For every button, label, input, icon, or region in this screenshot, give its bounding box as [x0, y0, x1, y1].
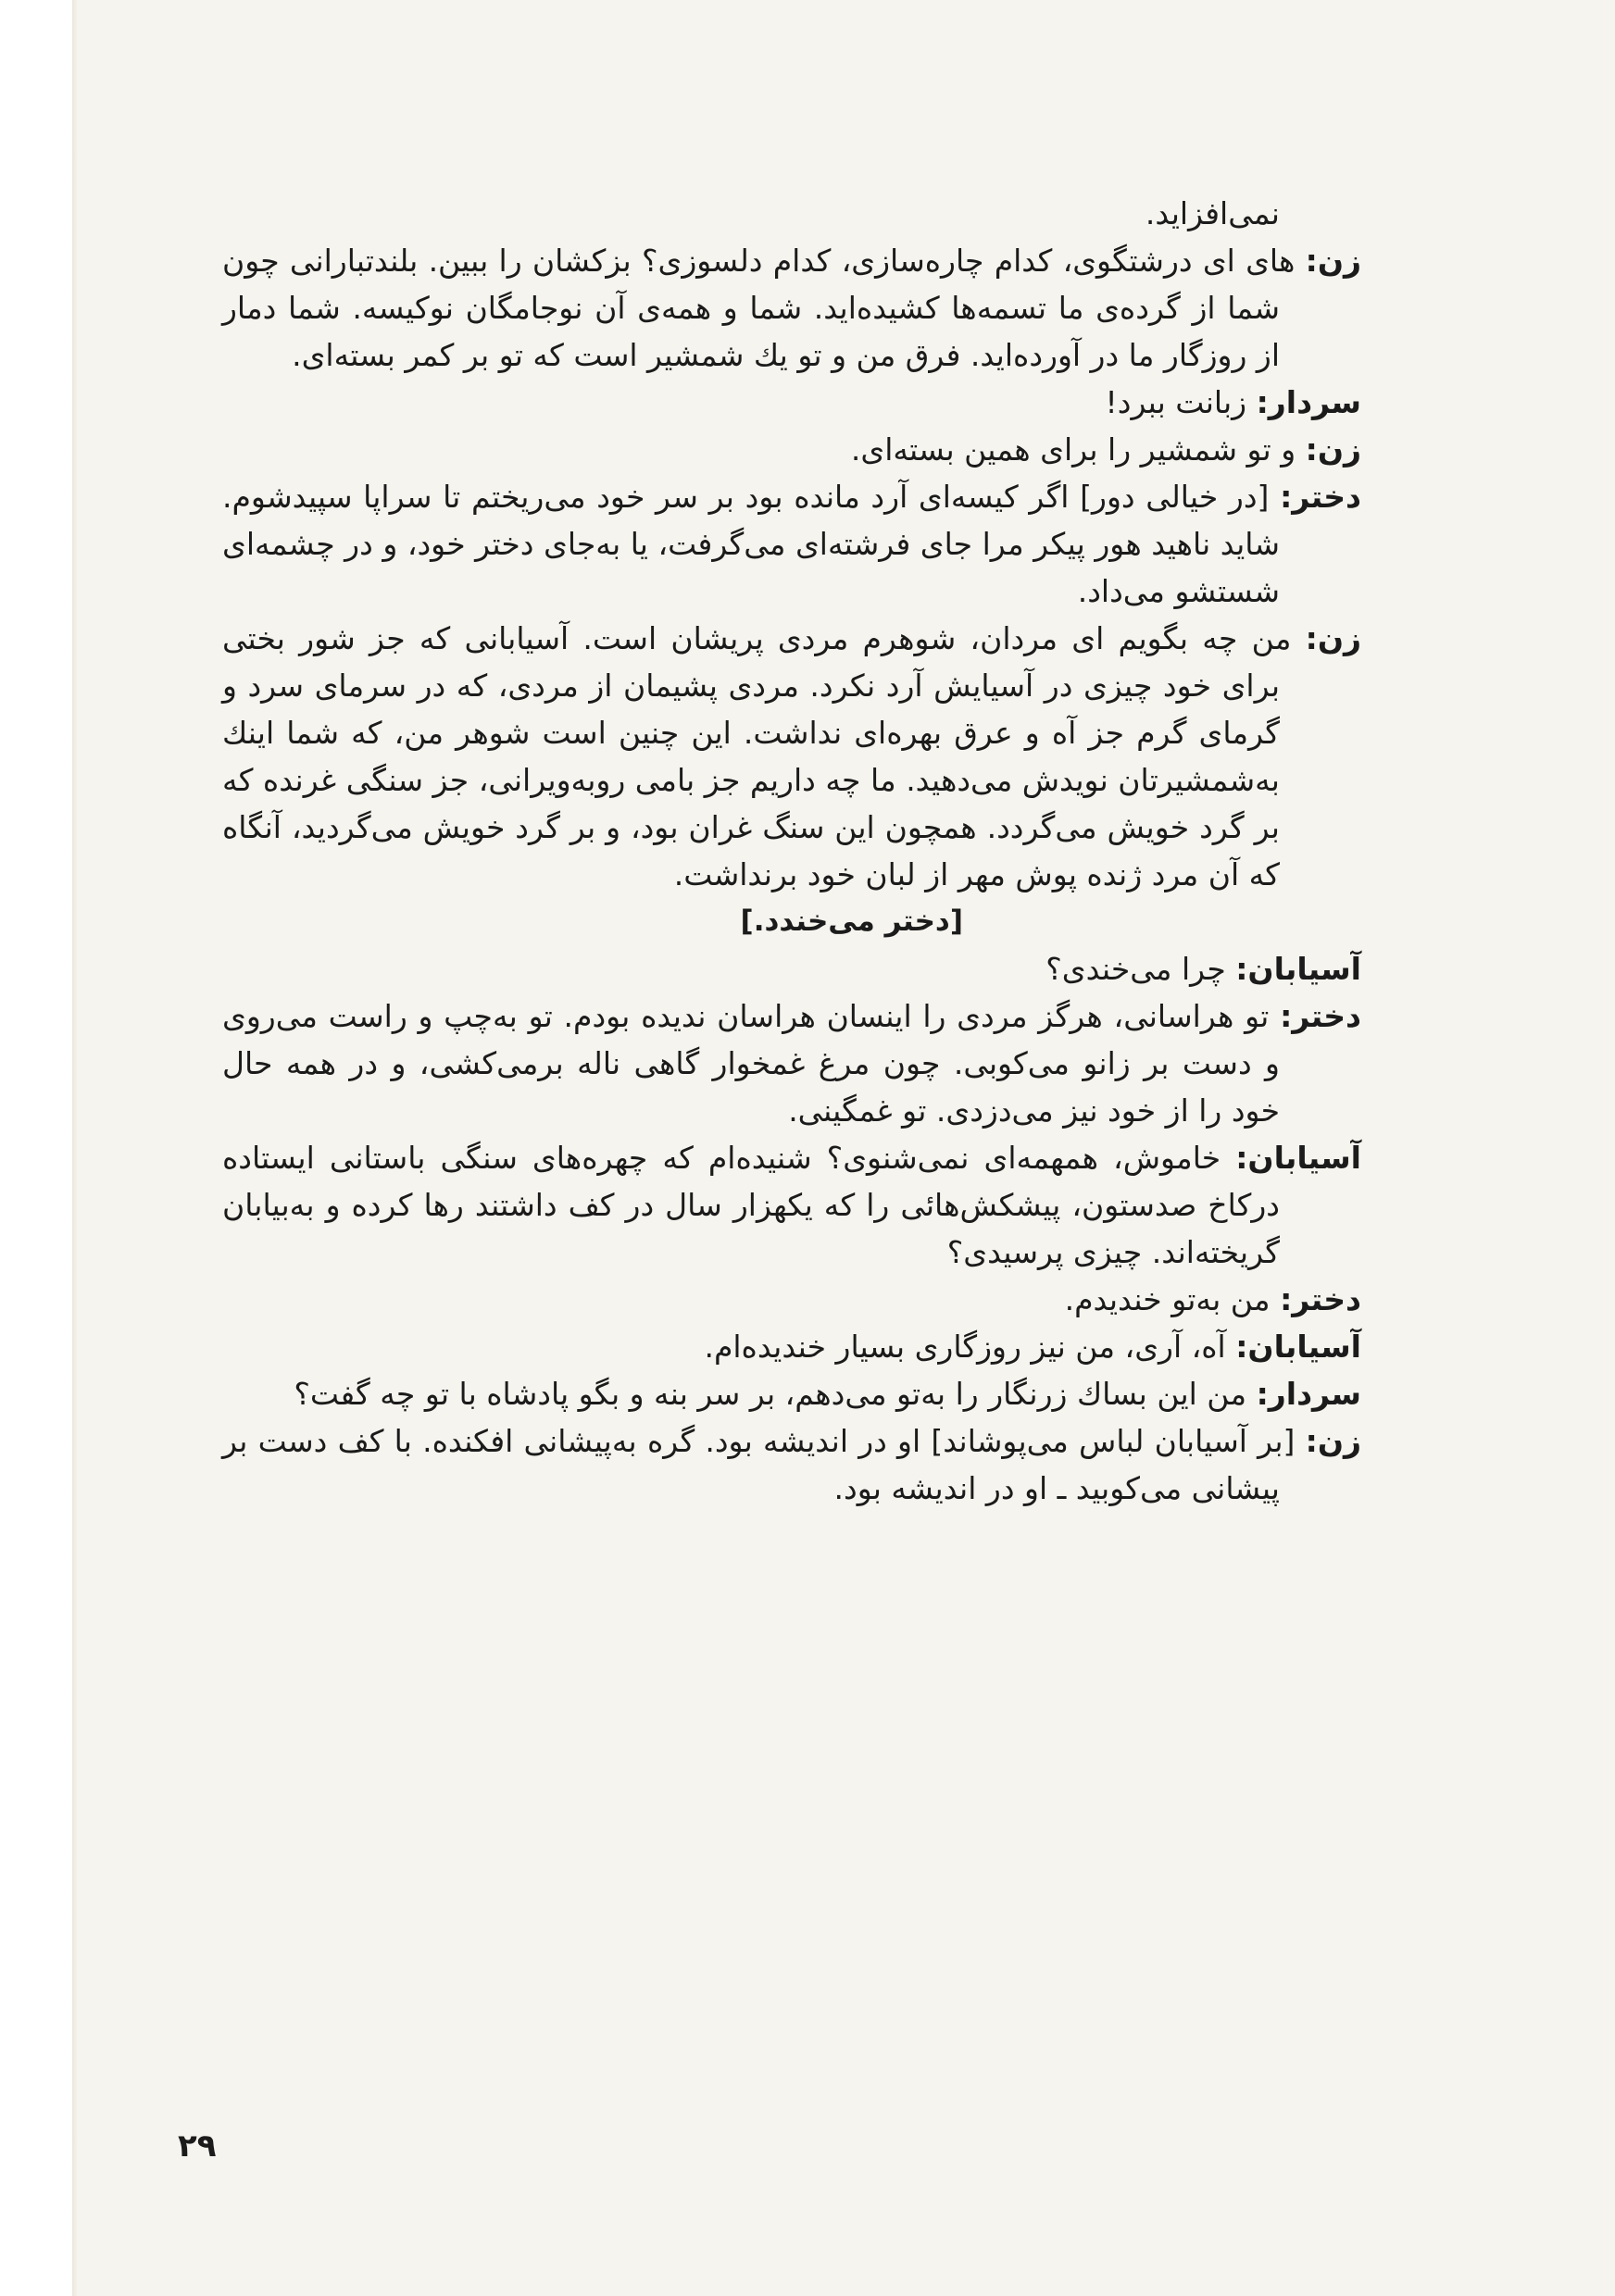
continuation-line: [222, 190, 1361, 237]
dialogue-miller: [222, 945, 1361, 992]
speaker-label: سردار:: [1256, 1376, 1361, 1412]
line-text: های ای درشتگوی، کدام چاره‌سازی، کدام دلسوزی؟ بزکشان را ببین. بلندتبارانی چون شما از گرده‌ی ما تسمه‌ها کشیده‌اید. شما و همه‌ی آن نوجامگان نوکیسه. شما دمار از روزگار ما در آورده‌اید. فرق من و تو یك شمشیر است که تو بر کمر بسته‌ای.: [222, 243, 1306, 373]
speaker-label: زن:: [1305, 431, 1361, 468]
dialogue-miller: [222, 1134, 1361, 1276]
speaker-label: آسیابان:: [1235, 1140, 1361, 1176]
speaker-label: آسیابان:: [1235, 1329, 1361, 1365]
speaker-label: دختر:: [1280, 1281, 1361, 1317]
speaker-label: زن:: [1305, 1423, 1361, 1459]
line-text: من این بساك زرنگار را به‌تو می‌دهم، بر سر بنه و بگو پادشاه با تو چه گفت؟: [294, 1376, 1257, 1412]
speaker-label: آسیابان:: [1235, 951, 1361, 987]
dialogue-miller: [222, 1323, 1361, 1370]
dialogue-commander: [222, 379, 1361, 426]
dialogue-woman: [222, 1417, 1361, 1512]
speaker-label: زن:: [1305, 243, 1361, 279]
speaker-label: دختر:: [1280, 998, 1361, 1034]
line-text: من به‌تو خندیدم.: [1064, 1281, 1281, 1317]
dialogue-girl: [222, 992, 1361, 1134]
speaker-label: زن:: [1305, 620, 1361, 656]
page-number: ۲۹: [178, 2128, 217, 2165]
line-text: نمی‌افزاید.: [1145, 195, 1280, 231]
line-text: خاموش، همهمه‌ای نمی‌شنوی؟ شنیده‌ام که چهره‌های سنگی باستانی ایستاده درکاخ صدستون، پیشکش‌هائی را که یکهزار سال در کف داشتند رها کرده و به‌بیابان گریخته‌اند. چیزی پرسیدی؟: [222, 1140, 1280, 1270]
line-text: تو هراسانی، هرگز مردی را اینسان هراسان ندیده بودم. تو به‌چپ و راست می‌روی و دست بر زانو می‌کوبی. چون مرغ غمخوار گاهی ناله برمی‌کشی، و در همه حال خود را از خود نیز می‌دزدی. تو غمگینی.: [222, 998, 1281, 1129]
stage-direction: [دختر می‌خندد.]: [740, 905, 963, 938]
dialogue-girl: [222, 1276, 1361, 1323]
speaker-label: سردار:: [1256, 384, 1361, 420]
dialogue-woman: [222, 615, 1361, 898]
page-edge-shadow: [72, 0, 78, 2296]
line-text: آه، آری، من نیز روزگاری بسیار خندیده‌ام.: [704, 1329, 1236, 1365]
dialogue-woman: [222, 237, 1361, 379]
play-text: [222, 190, 1361, 1512]
dialogue-girl: [222, 473, 1361, 615]
line-text: [در خیالی دور] اگر کیسه‌ای آرد مانده بود بر سر خود می‌ریختم تا سراپا سپیدشوم. شاید ناهید هور پیکر مرا جای فرشته‌ای می‌گرفت، یا به‌جای دختر خود، و در چشمه‌ای شستشو می‌داد.: [222, 479, 1281, 609]
line-text: و تو شمشیر را برای همین بسته‌ای.: [850, 431, 1306, 468]
dialogue-woman: [222, 426, 1361, 473]
line-text: زبانت ببرد!: [1105, 384, 1257, 420]
line-text: [بر آسیابان لباس می‌پوشاند] او در اندیشه بود. گره به‌پیشانی افکنده. با کف دست بر پیشانی می‌کوبید ـ او در اندیشه بود.: [222, 1423, 1306, 1506]
line-text: من چه بگویم ای مردان، شوهرم مردی پریشان است. آسیابانی که جز شور بختی برای خود چیزی در آسیایش آرد نکرد. مردی پشیمان از مردی، که در سرمای سرد و گرمای گرم جز آه و عرق بهره‌ای نداشت. این چنین است شوهر من، که شما اینك به‌شمشیرتان نویدش می‌دهید. ما چه داریم جز بامی روبه‌ویرانی، جز سنگی غرنده که بر گرد خویش می‌گردد. همچون این سنگ غران بود، و بر گرد خویش می‌گردید، آنگاه که آن مرد ژنده پوش مهر از لبان خود برنداشت.: [222, 620, 1306, 892]
line-text: چرا می‌خندی؟: [1045, 951, 1236, 987]
speaker-label: دختر:: [1280, 479, 1361, 515]
dialogue-commander: [222, 1370, 1361, 1417]
